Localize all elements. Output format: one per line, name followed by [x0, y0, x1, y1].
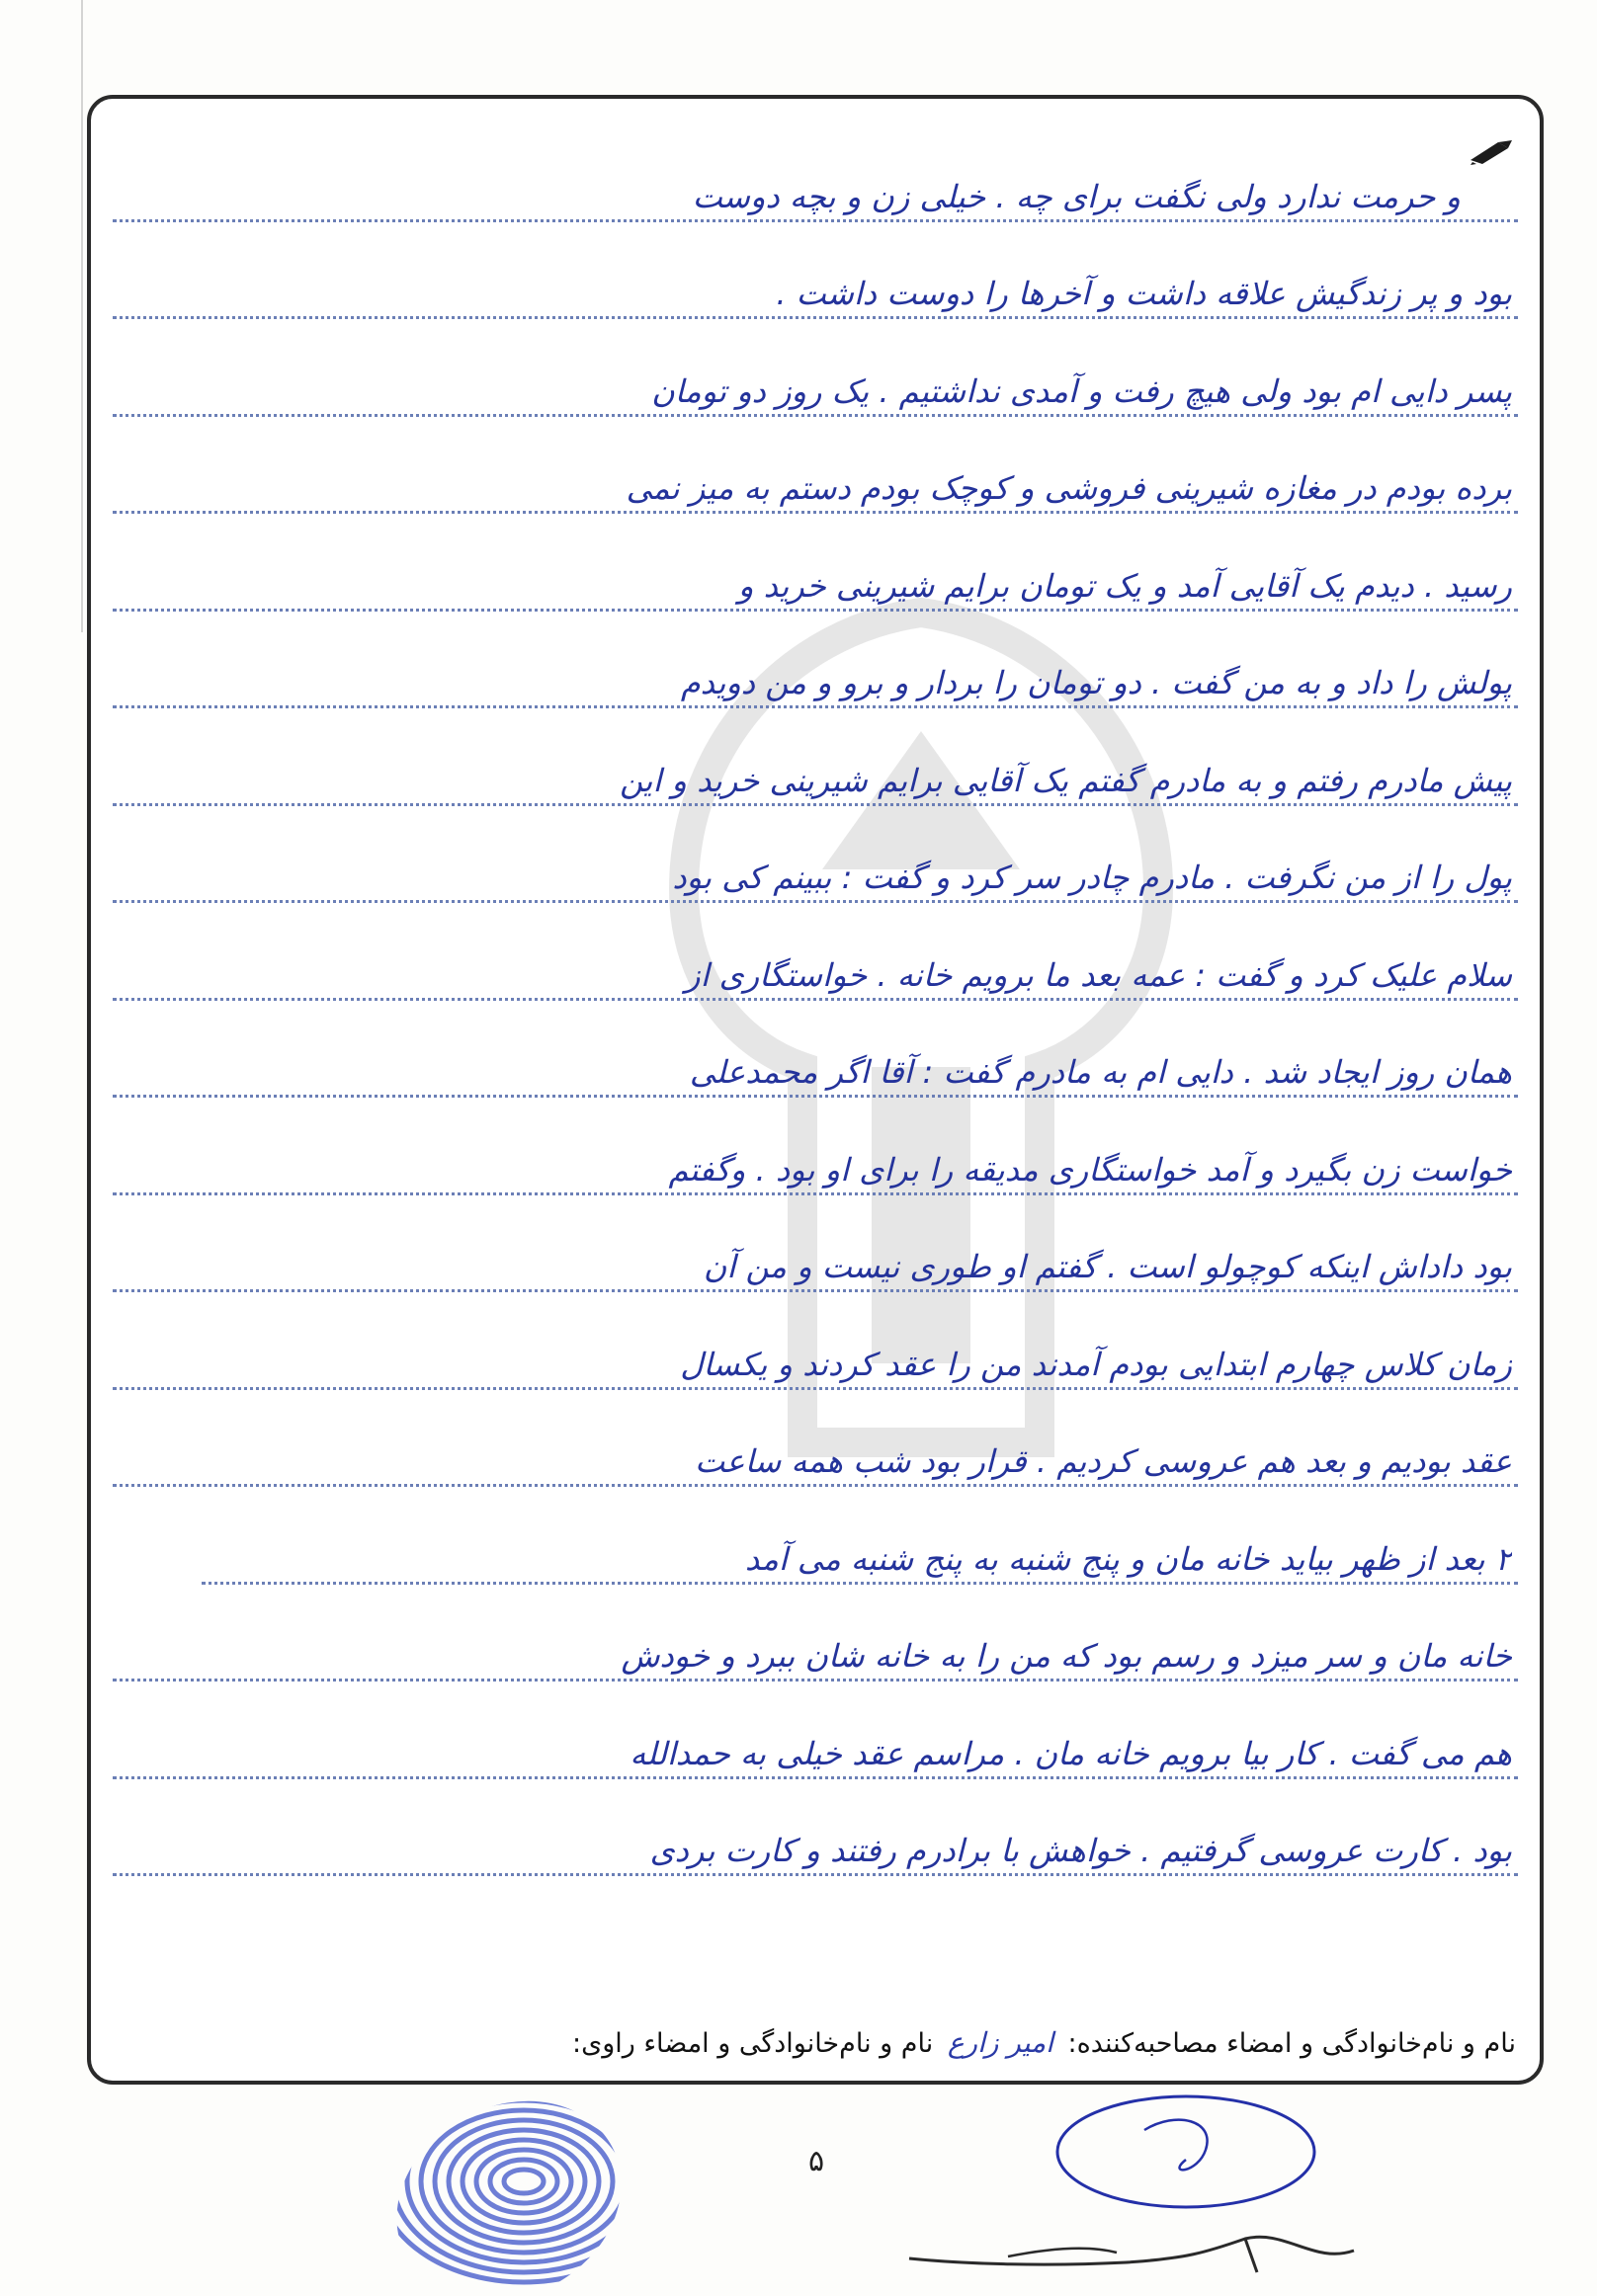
line-text: همان روز ایجاد شد . دایی ام به مادرم گفت : آقا اگر محمدعلی — [689, 1053, 1512, 1091]
text-line — [113, 1805, 1518, 1903]
line-text: هم می گفت . کار بیا برویم خانه مان . مراسم عقد خیلی به حمدالله — [630, 1734, 1512, 1772]
text-line — [113, 734, 1518, 832]
line-text: عقد بودیم و بعد هم عروسی کردیم . قرار بود شب همه ساعت — [695, 1442, 1512, 1480]
text-line — [113, 345, 1518, 443]
narrator-label: نام و نام‌خانوادگی و امضاء راوی: — [571, 2028, 934, 2059]
text-line — [113, 248, 1518, 346]
line-text: بود داداش اینکه کوچولو است . گفتم او طوری نیست و من آن — [703, 1248, 1512, 1285]
line-text: برده بودم در مغازه شیرینی فروشی و کوچک بودم دستم به میز نمی — [626, 469, 1512, 507]
text-line — [113, 1513, 1518, 1610]
text-line — [113, 637, 1518, 735]
line-text: ۲ بعد از ظهر بیاید خانه مان و پنج شنبه به پنج شنبه می آمد — [744, 1539, 1512, 1578]
text-line — [113, 1707, 1518, 1805]
text-line — [113, 1318, 1518, 1416]
handwritten-lines — [113, 150, 1518, 1902]
page-number: ۵ — [808, 2144, 825, 2178]
line-text: رسید . دیدم یک آقایی آمد و یک تومان برایم شیرینی خرید و — [737, 566, 1512, 605]
line-text: خواست زن بگیرد و آمد خواستگاری مدیقه را برای او بود . وگفتم — [668, 1150, 1512, 1189]
line-text: سلام علیک کرد و گفت : عمه بعد ما برویم خانه . خواستگاری از — [685, 955, 1512, 994]
text-line — [113, 1610, 1518, 1708]
text-line — [113, 1026, 1518, 1124]
interviewer-label: نام و نام‌خانوادگی و امضاء مصاحبه‌کننده: — [1067, 2028, 1516, 2059]
line-text: پسر دایی ام بود ولی هیچ رفت و آمدی نداشتیم . یک روز دو تومان — [651, 371, 1512, 410]
text-line — [113, 1221, 1518, 1319]
line-text: بود . کارت عروسی گرفتیم . خواهش با برادرم رفتند و کارت بردی — [649, 1832, 1512, 1869]
signature-footer — [115, 2026, 1516, 2059]
text-line — [113, 1416, 1518, 1514]
text-line — [113, 832, 1518, 930]
text-line — [113, 443, 1518, 540]
signature — [889, 2091, 1403, 2296]
interviewer-name: امیر زارع — [947, 2026, 1053, 2059]
line-text: پول را از من نگرفت . مادرم چادر سر کرد و گفت : ببینم کی بود — [672, 859, 1512, 896]
text-line — [113, 929, 1518, 1026]
line-text: پولش را داد و به من گفت . دو تومان را بردار و برو و من دویدم — [680, 664, 1512, 701]
line-text: پیش مادرم رفتم و به مادرم گفتم یک آقایی برایم شیرینی خرید و این — [620, 761, 1512, 799]
text-line — [113, 539, 1518, 637]
line-text: خانه مان و سر میزد و رسم بود که من را به خانه شان ببرد و خودش — [621, 1637, 1512, 1675]
text-line — [113, 1123, 1518, 1221]
line-text: بود و پر زندگیش علاقه داشت و آخرها را دوست داشت . — [776, 275, 1512, 312]
line-text: و حرمت ندارد ولی نگفت برای چه . خیلی زن و بچه دوست — [692, 177, 1461, 215]
interview-sheet — [87, 95, 1544, 2085]
fingerprint — [376, 2083, 642, 2296]
line-text: زمان کلاس چهارم ابتدایی بودم آمدند من را عقد کردند و یکسال — [680, 1345, 1512, 1383]
text-line — [113, 150, 1518, 248]
page-edge-line — [81, 0, 83, 632]
